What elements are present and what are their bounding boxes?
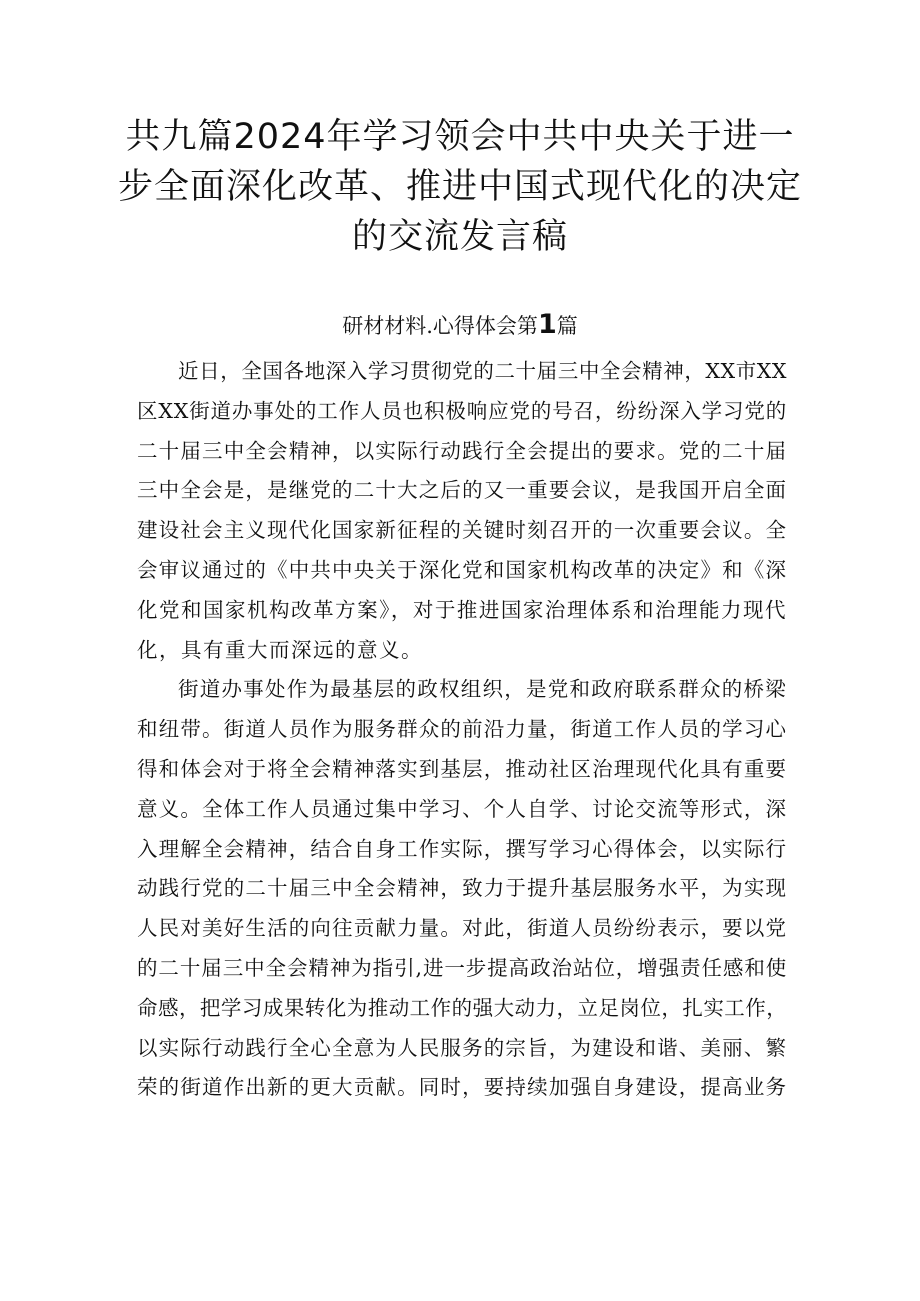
paragraph-line: 三中全会是，是继党的二十大之后的又一重要会议，是我国开启全面	[137, 478, 787, 503]
paragraph-line: 会审议通过的《中共中央关于深化党和国家机构改革的决定》和《深	[137, 557, 787, 582]
document-subtitle	[140, 310, 780, 341]
title-line-1: 共九篇2024年学习领会中共中央关于进一	[125, 117, 795, 157]
paragraph-line: 和纽带。街道人员作为服务群众的前沿力量，街道工作人员的学习心	[137, 717, 787, 742]
paragraph-line: 近日，全国各地深入学习贯彻党的二十届三中全会精神，XX市XX	[178, 359, 787, 383]
document-title	[100, 112, 820, 262]
paragraph-line: 化党和国家机构改革方案》，对于推进国家治理体系和治理能力现代	[137, 597, 787, 622]
paragraph-line: 命感，把学习成果转化为推动工作的强大动力，立足岗位，扎实工作，	[137, 995, 787, 1020]
paragraph-line: 的二十届三中全会精神为指引,进一步提高政治站位，增强责任感和使	[137, 955, 787, 980]
paragraph-line: 建设社会主义现代化国家新征程的关键时刻召开的一次重要会议。全	[137, 518, 787, 543]
document-body	[137, 352, 787, 1108]
subtitle-prefix: 研材材料.心得体会第	[342, 314, 538, 338]
paragraph-line: 入理解全会精神，结合自身工作实际，撰写学习心得体会，以实际行	[137, 836, 787, 861]
paragraph-line: 街道办事处作为最基层的政权组织，是党和政府联系群众的桥梁	[178, 677, 787, 702]
paragraph-line: 二十届三中全会精神，以实际行动践行全会提出的要求。党的二十届	[137, 438, 787, 463]
paragraph-line: 化，具有重大而深远的意义。	[137, 637, 423, 662]
title-line-2: 步全面深化改革、推进中国式现代化的决定	[117, 167, 802, 207]
paragraph-line: 得和体会对于将全会精神落实到基层，推动社区治理现代化具有重要	[137, 756, 787, 781]
paragraph-2	[137, 670, 787, 1108]
paragraph-line: 意义。全体工作人员通过集中学习、个人自学、讨论交流等形式，深	[137, 796, 787, 821]
paragraph-1	[137, 352, 787, 670]
paragraph-line: 荣的街道作出新的更大贡献。同时，要持续加强自身建设，提高业务	[137, 1075, 787, 1100]
paragraph-line: 以实际行动践行全心全意为人民服务的宗旨，为建设和谐、美丽、繁	[137, 1035, 787, 1060]
subtitle-number: 1	[537, 309, 557, 340]
paragraph-line: 区XX街道办事处的工作人员也积极响应党的号召，纷纷深入学习党的	[137, 398, 787, 423]
subtitle-suffix: 篇	[556, 314, 578, 338]
paragraph-line: 动践行党的二十届三中全会精神，致力于提升基层服务水平，为实现	[137, 876, 787, 901]
title-line-3: 的交流发言稿	[351, 217, 568, 257]
paragraph-line: 人民对美好生活的向往贡献力量。对此，街道人员纷纷表示，要以党	[137, 916, 787, 941]
